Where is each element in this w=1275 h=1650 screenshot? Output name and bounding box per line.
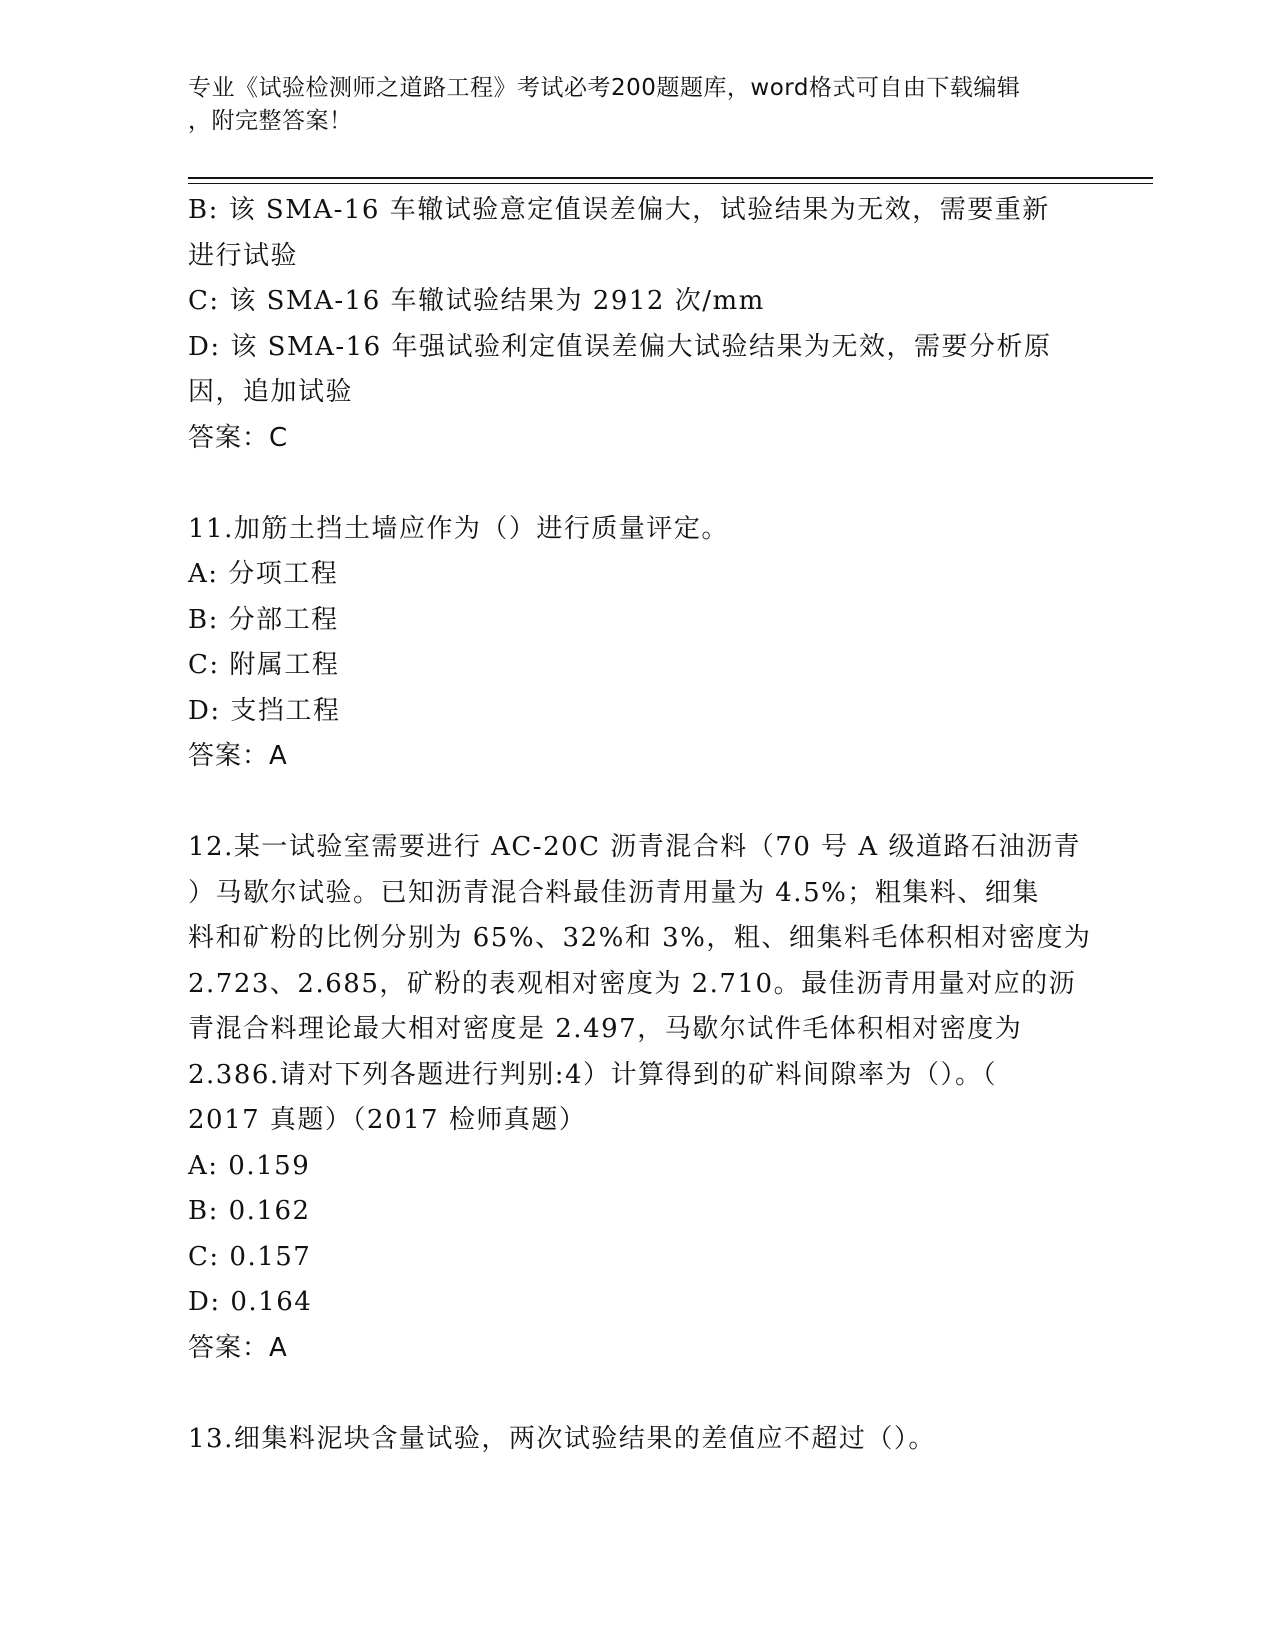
q12-question-line: ）马歇尔试验。已知沥青混合料最佳沥青用量为 4.5%；粗集料、细集 <box>188 877 1040 908</box>
question-13-block <box>188 1417 1088 1463</box>
q11-option-c: C: 附属工程 <box>188 650 340 680</box>
q10-option-b-line-2: 进行试验 <box>188 240 299 271</box>
spacer <box>188 461 1088 507</box>
header-title-line-1: 专业《试验检测师之道路工程》考试必考200题题库，word格式可自由下载编辑 <box>188 75 1021 101</box>
document-body <box>188 188 1092 1462</box>
q12-question-line: 12.某一试验室需要进行 AC-20C 沥青混合料（70 号 A 级道路石油沥青 <box>188 832 1081 862</box>
q12-option-c: C: 0.157 <box>188 1241 312 1272</box>
question-11-block <box>188 507 1088 780</box>
q12-option-a: A: 0.159 <box>188 1150 311 1181</box>
q11-option-d: D: 支挡工程 <box>188 695 341 726</box>
header-divider-thin <box>188 183 1153 184</box>
q10-option-d-line-2: 因，追加试验 <box>188 377 354 407</box>
q12-option-b: B: 0.162 <box>188 1196 311 1226</box>
header-divider-thick <box>188 177 1153 179</box>
q10-answer: 答案：C <box>188 422 289 453</box>
page-header <box>188 72 1068 138</box>
q11-option-a: A: 分项工程 <box>188 559 339 589</box>
q10-option-d-line-1: D: 该 SMA-16 年强试验利定值误差偏大试验结果为无效，需要分析原 <box>188 331 1052 362</box>
spacer <box>188 1371 1088 1417</box>
q11-question: 11.加筋土挡土墙应作为（）进行质量评定。 <box>188 513 729 544</box>
q11-answer: 答案：A <box>188 741 288 771</box>
q10-option-c: C: 该 SMA-16 车辙试验结果为 2912 次/mm <box>188 286 765 316</box>
q12-question-line: 2017 真题）（2017 检师真题） <box>188 1105 587 1135</box>
q10-option-b-line-1: B: 该 SMA-16 车辙试验意定值误差偏大，试验结果为无效，需要重新 <box>188 195 1050 225</box>
q12-question-line: 2.723、2.685，矿粉的表观相对密度为 2.710。最佳沥青用量对应的沥 <box>188 968 1077 999</box>
q13-question: 13.细集料泥块含量试验，两次试验结果的差值应不超过（）。 <box>188 1423 936 1454</box>
header-title-line-2: ，附完整答案！ <box>188 108 353 134</box>
q11-option-b: B: 分部工程 <box>188 604 339 635</box>
q12-question-line: 料和矿粉的比例分别为 65%、32%和 3%，粗、细集料毛体积相对密度为 <box>188 923 1092 953</box>
q12-question-line: 2.386.请对下列各题进行判别:4）计算得到的矿料间隙率为（）。（ <box>188 1059 997 1090</box>
q12-answer: 答案：A <box>188 1332 288 1363</box>
spacer <box>188 780 1088 826</box>
question-10-block <box>188 188 1088 461</box>
q12-option-d: D: 0.164 <box>188 1287 313 1317</box>
q12-question-line: 青混合料理论最大相对密度是 2.497，马歇尔试件毛体积相对密度为 <box>188 1014 1023 1044</box>
question-12-block <box>188 825 1092 1371</box>
